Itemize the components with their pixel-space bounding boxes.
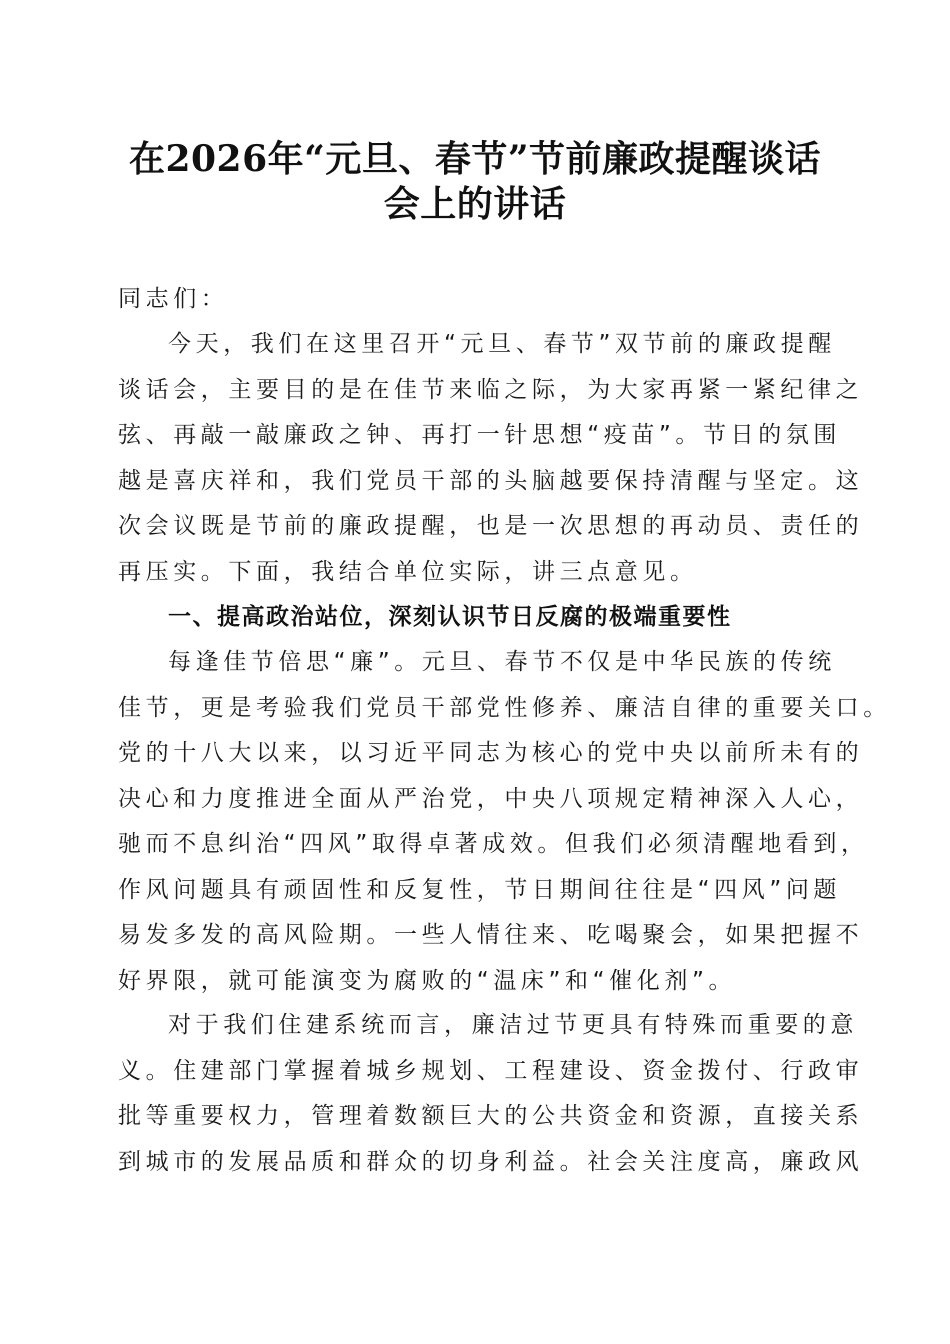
paragraph-1 [118,322,864,595]
paragraph-line: 每逢佳节倍思“廉”。元旦、春节不仅是中华民族的传统 [168,649,836,675]
paragraph-line: 谈话会，主要目的是在佳节来临之际，为大家再紧一紧纪律之 [118,376,864,403]
paragraph-line: 次会议既是节前的廉政提醒，也是一次思想的再动员、责任的 [118,513,864,539]
paragraph-line: 弦、再敲一敲廉政之钟、再打一针思想“疫苗”。节日的氛围 [118,422,842,448]
paragraph-line: 今天，我们在这里召开“元旦、春节”双节前的廉政提醒 [168,331,836,357]
paragraph-line: 好界限，就可能演变为腐败的“温床”和“催化剂”。 [118,967,737,994]
paragraph-line: 对于我们住建系统而言，廉洁过节更具有特殊而重要的意 [168,1012,858,1038]
paragraph-line: 越是喜庆祥和，我们党员干部的头脑越要保持清醒与坚定。这 [118,467,864,494]
paragraph-line: 作风问题具有顽固性和反复性，节日期间往往是“四风”问题 [118,876,842,903]
paragraph-line: 再压实。下面，我结合单位实际，讲三点意见。 [118,558,698,585]
paragraph-line: 易发多发的高风险期。一些人情往来、吃喝聚会，如果把握不 [118,922,864,948]
paragraph-line: 决心和力度推进全面从严治党，中央八项规定精神深入人心， [118,785,864,812]
document-title-line-2: 会上的讲话 [383,183,567,225]
paragraph-2 [118,640,891,1004]
section-1-heading: 一、提高政治站位，深刻认识节日反腐的极端重要性 [168,604,732,630]
paragraph-3 [118,1003,864,1185]
paragraph-line: 批等重要权力，管理着数额巨大的公共资金和资源，直接关系 [118,1103,864,1129]
paragraph-line: 到城市的发展品质和群众的切身利益。社会关注度高，廉政风 [118,1148,864,1175]
paragraph-line: 义。住建部门掌握着城乡规划、工程建设、资金拨付、行政审 [118,1057,864,1084]
paragraph-line: 驰而不息纠治“四风”取得卓著成效。但我们必须清醒地看到， [118,831,869,857]
paragraph-line: 党的十八大以来，以习近平同志为核心的党中央以前所未有的 [118,740,864,766]
paragraph-line: 佳节，更是考验我们党员干部党性修养、廉洁自律的重要关口。 [118,694,891,721]
salutation: 同志们： [118,286,229,312]
document-title-line-1: 在2026年“元旦、春节”节前廉政提醒谈话 [128,138,822,180]
